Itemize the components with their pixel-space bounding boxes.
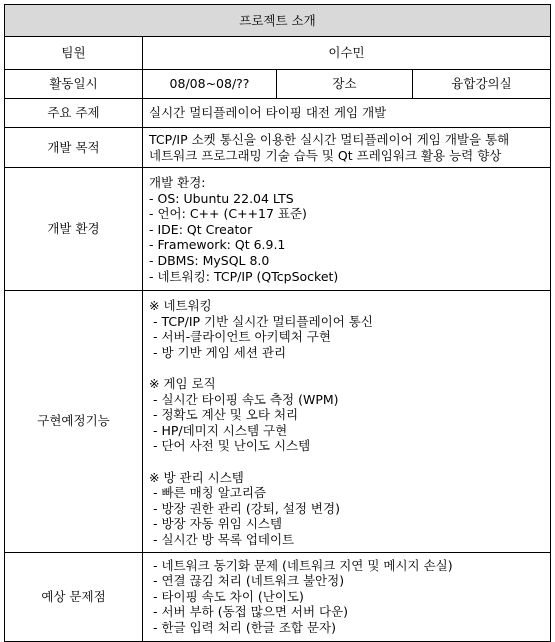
spacer: [149, 360, 544, 376]
feature-item: - TCP/IP 기반 실시간 멀티플레이어 통신: [149, 313, 373, 329]
feature-item: - 단어 사전 및 난이도 시스템: [149, 438, 311, 454]
team-value: 이수민: [143, 37, 551, 70]
table-title: 프로젝트 소개: [5, 5, 551, 37]
features-label: 구현예정기능: [5, 291, 143, 553]
project-intro-table: [4, 4, 551, 642]
issues-row: [5, 552, 551, 641]
issue-item: - 한글 입력 처리 (한글 조합 문자): [149, 619, 336, 635]
env-label: 개발 환경: [5, 168, 143, 291]
feature-item: - 방 기반 게임 세션 관리: [149, 344, 287, 360]
issues-value: [143, 552, 551, 641]
feature-item: - 빠른 매칭 알고리즘: [149, 485, 267, 501]
project-intro-document: [4, 4, 550, 642]
env-value: [143, 168, 551, 291]
feature-item: - 실시간 방 목록 업데이트: [149, 531, 295, 547]
issue-item: - 연결 끊김 처리 (네트워크 불안정): [149, 573, 345, 589]
feature-heading: ※ 게임 로직: [149, 375, 216, 391]
feature-heading: ※ 방 관리 시스템: [149, 469, 244, 485]
team-label: 팀원: [5, 37, 143, 70]
place-value: 융합강의실: [413, 70, 551, 99]
feature-item: - HP/데미지 시스템 구현: [149, 422, 288, 438]
issue-item: - 네트워크 동기화 문제 (네트워크 지연 및 메시지 손실): [149, 557, 453, 573]
schedule-label: 활동일시: [5, 70, 143, 99]
env-line: - OS: Ubuntu 22.04 LTS: [149, 190, 294, 206]
feature-item: - 실시간 타이핑 속도 측정 (WPM): [149, 391, 339, 407]
purpose-row: [5, 128, 551, 168]
env-row: [5, 168, 551, 291]
issues-label: 예상 문제점: [5, 552, 143, 641]
topic-label: 주요 주제: [5, 99, 143, 128]
purpose-line: 네트워크 프로그래밍 기술 습득 및 Qt 프레임워크 활용 능력 향상: [149, 147, 502, 163]
feature-heading: ※ 네트워킹: [149, 298, 212, 313]
env-line: - IDE: Qt Creator: [149, 221, 253, 237]
purpose-value: [143, 128, 551, 168]
feature-item: - 정확도 계산 및 오타 처리: [149, 407, 299, 423]
env-line: 개발 환경:: [149, 175, 206, 190]
issue-item: - 서버 부하 (동접 많으면 서버 다운): [149, 604, 349, 620]
feature-item: - 방장 권한 관리 (강퇴, 설정 변경): [149, 500, 340, 516]
env-line: - 네트워킹: TCP/IP (QTcpSocket): [149, 268, 339, 284]
feature-item: - 방장 자동 위임 시스템: [149, 516, 283, 532]
purpose-line: TCP/IP 소켓 통신을 이용한 실시간 멀티플레이어 게임 개발을 통해: [149, 131, 510, 147]
issue-item: - 타이핑 속도 차이 (난이도): [149, 588, 304, 604]
topic-value: 실시간 멀티플레이어 타이핑 대전 게임 개발: [143, 99, 551, 128]
schedule-date: 08/08~08/??: [143, 70, 277, 99]
env-line: - 언어: C++ (C++17 표준): [149, 206, 307, 222]
spacer: [149, 454, 544, 470]
env-line: - DBMS: MySQL 8.0: [149, 252, 270, 268]
feature-item: - 서버-클라이언트 아키텍처 구현: [149, 329, 331, 345]
place-label: 장소: [277, 70, 413, 99]
topic-row: [5, 99, 551, 128]
purpose-label: 개발 목적: [5, 128, 143, 168]
title-row: [5, 5, 551, 37]
features-row: [5, 291, 551, 553]
team-row: [5, 37, 551, 70]
features-value: [143, 291, 551, 553]
env-line: - Framework: Qt 6.9.1: [149, 237, 286, 253]
schedule-row: [5, 70, 551, 99]
